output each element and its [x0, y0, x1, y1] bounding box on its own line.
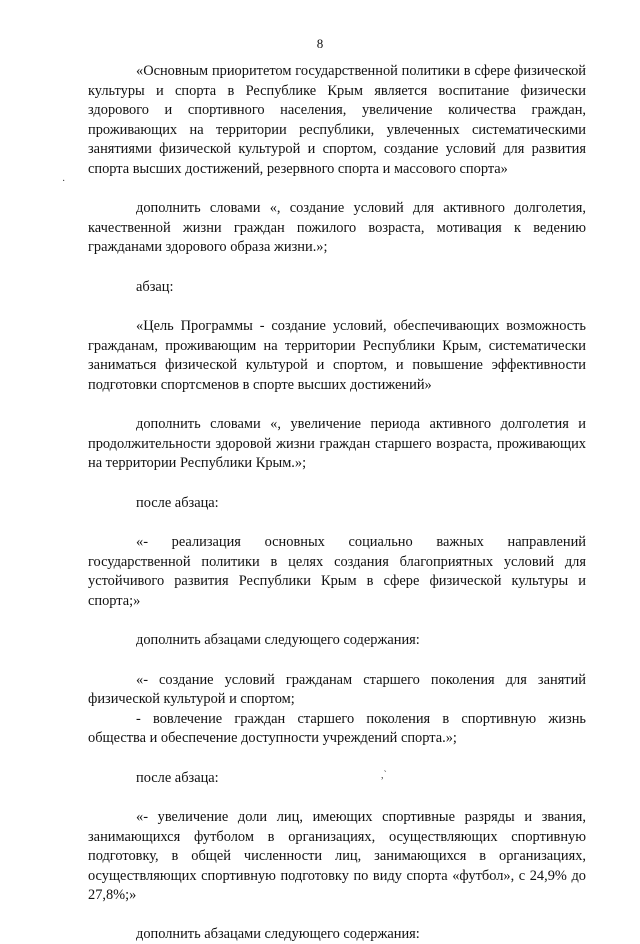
after-paragraph-label-1: после абзаца:	[88, 494, 586, 514]
amendment-paragraph-2: дополнить словами «, увеличение периода активного долголетия и продолжительности здоровой жизни граждан старшего возраста, проживающих на территории Республики Крым.»;	[88, 415, 586, 474]
scan-speck: ·	[62, 176, 65, 187]
added-item-conditions: «- создание условий гражданам старшего поколения для занятий физической культурой и спортом;	[88, 671, 586, 710]
add-paragraphs-label-2: дополнить абзацами следующего содержания:	[88, 925, 586, 944]
quoted-directions-paragraph: «- реализация основных социально важных направлений государственной политики в целях создания благоприятных условий для устойчивого развития Республики Крым в сфере физической культуры и спорта;»	[88, 533, 586, 611]
quoted-priority-paragraph: «Основным приоритетом государственной политики в сфере физической культуры и спорта в Республике Крым является воспитание физически здорового и спортивного населения, увеличение количества граждан, проживающих на территории республики, увлеченных систематическими занятиями физической культурой и спортом, создание условий для развития спорта высших достижений, резервного спорта и массового спорта»	[88, 62, 586, 179]
added-item-involvement: - вовлечение граждан старшего поколения в спортивную жизнь общества и обеспечение доступности учреждений спорта.»;	[88, 710, 586, 749]
after-paragraph-label-2: после абзаца:	[88, 769, 586, 789]
page-number: 8	[0, 36, 640, 52]
scan-speck: ,`	[381, 770, 387, 781]
document-body	[88, 62, 586, 944]
quoted-goal-paragraph: «Цель Программы - создание условий, обеспечивающих возможность гражданам, проживающим на территории Республики Крым, систематически заниматься физической культурой и спортом, и повышение эффективности подготовки спортсменов в спорте высших достижений»	[88, 317, 586, 395]
add-paragraphs-label-1: дополнить абзацами следующего содержания:	[88, 631, 586, 651]
quoted-football-paragraph: «- увеличение доли лиц, имеющих спортивные разряды и звания, занимающихся футболом в организациях, осуществляющих спортивную подготовку, в общей численности лиц, занимающихся в организациях, осуществляющих спортивную подготовку по виду спорта «футбол», с 24,9% до 27,8%;»	[88, 808, 586, 906]
abzac-label: абзац:	[88, 278, 586, 298]
amendment-paragraph-1: дополнить словами «, создание условий для активного долголетия, качественной жизни граждан пожилого возраста, мотивация к ведению гражданами здорового образа жизни.»;	[88, 199, 586, 258]
